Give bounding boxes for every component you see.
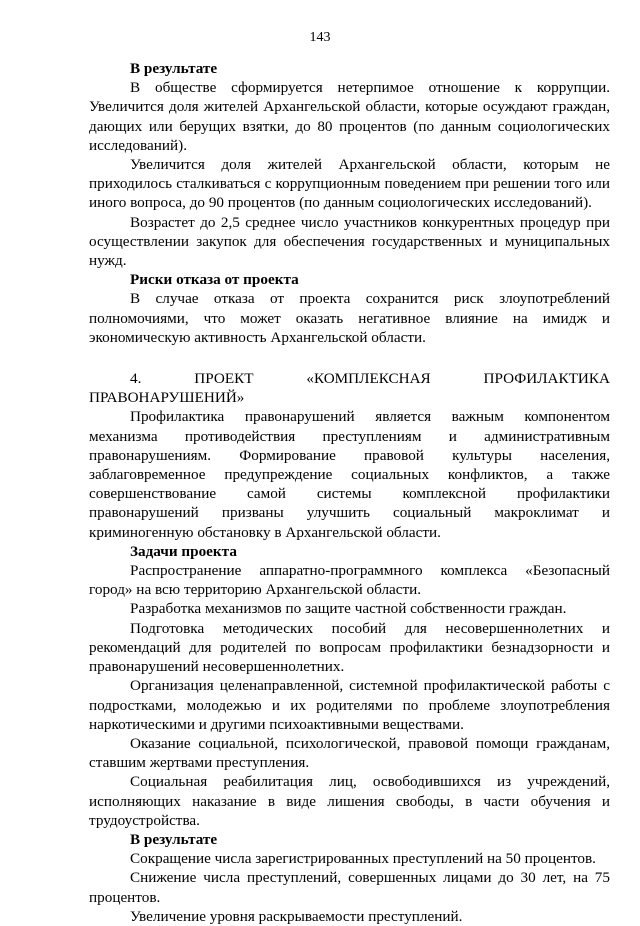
- paragraph: В обществе сформируется нетерпимое отношение к коррупции. Увеличится доля жителей Архангельской области, которые осуждают граждан, дающих или берущих взятки, до 80 процентов (по данным социологических исследований).: [89, 79, 610, 154]
- paragraph: Увеличение уровня раскрываемости преступлений.: [130, 907, 463, 925]
- paragraph: Сокращение числа зарегистрированных преступлений на 50 процентов.: [130, 850, 596, 868]
- paragraph: Снижение числа преступлений, совершенных лицами до 30 лет, на 75 процентов.: [89, 869, 610, 906]
- paragraph: Организация целенаправленной, системной профилактической работы с подростками, молодежью и их родителями по проблеме злоупотребления наркотическими и другими психоактивными веществами.: [89, 677, 610, 733]
- paragraph: В случае отказа от проекта сохранится риск злоупотреблений полномочиями, что может оказать негативное влияние на имидж и экономическую активность Архангельской области.: [89, 290, 610, 346]
- paragraph: Подготовка методических пособий для несовершеннолетних и рекомендаций для родителей по вопросам профилактики безнадзорности и правонарушений несовершеннолетних.: [89, 619, 610, 676]
- project-title: 4. ПРОЕКТ «КОМПЛЕКСНАЯ ПРОФИЛАКТИКА ПРАВОНАРУШЕНИЙ»: [89, 370, 610, 407]
- document-body: [89, 59, 610, 926]
- paragraph: Профилактика правонарушений является важным компонентом механизма противодействия преступлениям и административным правонарушениям. Формирование правовой культуры населения, заблаговременное предупреждение социальных конфликтов, а также совершенствование самой системы комплексной профилактики правонарушений призваны улучшить социальный макроклимат и криминогенную обстановку в Архангельской области.: [89, 408, 610, 541]
- section-heading: В результате: [130, 830, 218, 848]
- paragraph: Разработка механизмов по защите частной собственности граждан.: [130, 600, 567, 618]
- paragraph: Оказание социальной, психологической, правовой помощи гражданам, ставшим жертвами преступления.: [89, 734, 610, 772]
- section-heading: В результате: [130, 60, 218, 77]
- section-heading: Задачи проекта: [130, 542, 237, 560]
- section-gap: [89, 347, 610, 366]
- paragraph: Распространение аппаратно-программного комплекса «Безопасный город» на всю территорию Архангельской области.: [89, 562, 610, 599]
- section-heading: Риски отказа от проекта: [130, 271, 299, 289]
- paragraph: Возрастет до 2,5 среднее число участников конкурентных процедур при осуществлении закупок для обеспечения государственных и муниципальных нужд.: [89, 213, 610, 270]
- paragraph: Увеличится доля жителей Архангельской области, которым не приходилось сталкиваться с коррупционным поведением при решении того или иного вопроса, до 90 процентов (по данным социологических исследований).: [89, 156, 610, 212]
- page-number: 143: [309, 30, 331, 45]
- paragraph: Социальная реабилитация лиц, освободившихся из учреждений, исполняющих наказание в виде лишения свободы, в части обучения и трудоустройства.: [89, 773, 610, 829]
